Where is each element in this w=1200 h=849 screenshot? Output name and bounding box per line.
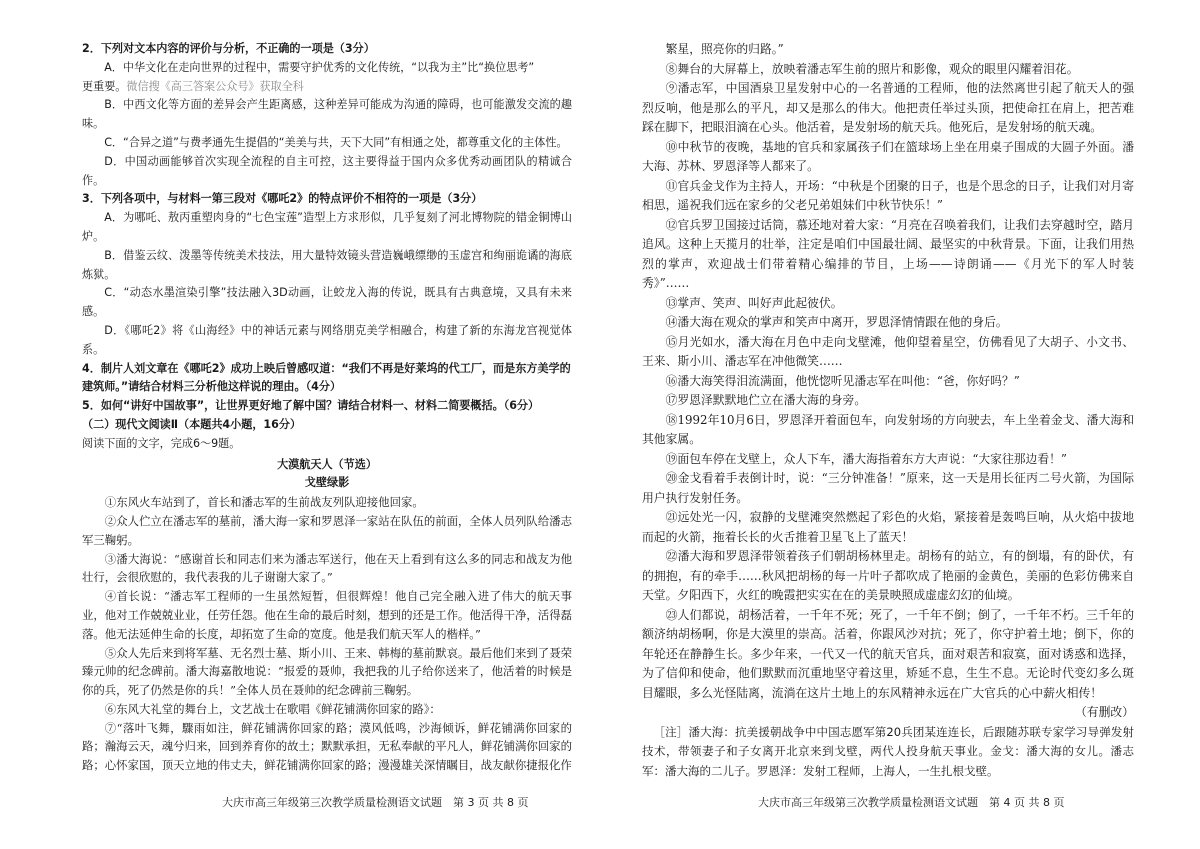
- section-heading: （二）现代文阅读Ⅱ（本题共4小题，16分）: [82, 417, 302, 431]
- left-page-column: [82, 40, 572, 775]
- question-3-option-a: A．为哪吒、敖丙重塑肉身的“七色宝莲”造型上方求形似，几乎复刻了河北博物院的错金铜博山炉。: [82, 211, 572, 243]
- question-2-option-c: C．“合异之道”与费孝通先生提倡的“美美与共，天下大同”有相通之处，都尊重文化的主体性。: [104, 135, 568, 149]
- question-3-option-b: B．借鉴云纹、泼墨等传统美术技法，用大量特效镜头营造巍峨缥缈的玉虚宫和绚丽诡谲的海底炼狱。: [82, 248, 572, 281]
- reading-instruction: 阅读下面的文字，完成6～9题。: [82, 436, 241, 450]
- passage-paragraph: ⑫官兵罗卫国接过话筒，慕还地对着大家：“月亮在召唤着我们，让我们去穿越时空，踏月追风。这种上天揽月的壮举，注定是咱们中国最壮阔、最坚实的中秋背景。下面，让我们用热烈的掌声，欢迎战士们带着精心编排的节目，上场——诗朗诵——《月光下的军人时装秀》”……: [642, 217, 1134, 290]
- passage-paragraph: ⑯潘大海笑得泪流满面，他恍惚听见潘志军在叫他：“爸，你好吗？”: [665, 373, 1020, 388]
- passage-paragraph: ⑭潘大海在观众的掌声和笑声中离开，罗恩泽情情跟在他的身后。: [665, 315, 1008, 329]
- passage-paragraph: ㉑远处光一闪，寂静的戈壁滩突然燃起了彩色的火焰，紧接着是轰鸣巨响，从火焰中拔地而起的火箭，拖着长长的火舌推着卫星飞上了蓝天！: [642, 510, 1134, 544]
- question-2-option-a-cont: [82, 78, 572, 97]
- passage-author: 戈壁绿影: [304, 476, 350, 490]
- passage-paragraph: ④首长说：“潘志军工程师的一生虽然短暂，但很辉煌！他自己完全融入进了伟大的航天事业，他对工作兢兢业业，任劳任怨。他在生命的最后时刻，想到的还是工作。他活得干净，活得磊落。他无法延伸生命的长度，却拓宽了生命的宽度。他是我们航天军人的楷样。”: [82, 589, 572, 641]
- watermark-text: 微信搜《高三答案公众号》获取全科: [126, 79, 304, 93]
- passage-paragraph: ⑧舞台的大屏幕上，放映着潘志军生前的照片和影像，观众的眼里闪耀着泪花。: [665, 61, 1079, 76]
- right-page-column: [642, 40, 1134, 781]
- passage-paragraph: ⑰罗恩泽默默地伫立在潘大海的身旁。: [665, 393, 867, 407]
- passage-paragraph: ⑨潘志军，中国酒泉卫星发射中心的一名普通的工程师，他的法然离世引起了航天人的强烈反响，他是那么的平凡，却又是那么的伟大。他把责任举过头顶，把使命扛在肩上，把苦难踩在脚下，把眼泪滴在心头。他活着，是发射场的航天兵。他死后，是发射场的航天魂。: [642, 81, 1134, 134]
- passage-paragraph: ⑲面包车停在戈壁上，众人下车，潘大海指着东方大声说：“大家往那边看！”: [665, 451, 1067, 466]
- passage-paragraph: ①东风火车站到了，首长和潘志军的生前战友列队迎接他回家。: [104, 495, 424, 510]
- question-2-option-a: [82, 59, 572, 78]
- passage-paragraph: ⑮月光如水，潘大海在月色中走向戈壁滩，他仰望着星空，仿佛看见了大胡子、小文书、王来、斯小川、潘志军在冲他微笑……: [642, 334, 1134, 368]
- question-2-option-a-end: 更重要。: [82, 79, 127, 93]
- question-2-option-b: B．中西文化等方面的差异会产生距离感，这种差异可能成为沟通的障碍，也可能激发交流的趣味。: [82, 98, 572, 131]
- passage-paragraph: ⑥东风大礼堂的舞台上，文艺战士在歌唱《鲜花铺满你回家的路》：: [104, 701, 441, 716]
- passage-paragraph: 繁星，照亮你的归路。”: [665, 42, 784, 56]
- page-footer-right: 大庆市高三年级第三次教学质量检测语文试题 第 4 页 共 8 页: [758, 796, 1065, 809]
- passage-paragraph: ⑳金戈看着手表倒计时，说：“三分钟准备！”原来，这一天是用长征丙二号火箭，为国际用户执行发射任务。: [642, 471, 1134, 505]
- passage-paragraph: ㉓人们都说，胡杨活着，一千年不死；死了，一千年不倒；倒了，一千年不朽。三千年的额济纳胡杨啊，你是大漠里的崇高。活着，你跟风沙对抗；死了，你守护着土地；倒下，你的年轮还在静静生长。多少年来，一代又一代的航天官兵，面对艰苦和寂寞，面对诱惑和选择，为了信仰和使命，他们默默而沉重地坚守着这里，矫延不息，生生不息。无论时代变幻多么斑目耀眼，多么光怪陆离，流淌在这片土地上的东风精神永远在广大官兵的心中薪火相传！: [642, 607, 1134, 700]
- passage-paragraph: ③潘大海说：“感谢首长和同志们来为潘志军送行，他在天上看到有这么多的同志和战友为他壮行，会很欣慰的，我代表我的儿子谢谢大家了。”: [82, 551, 572, 585]
- question-2-option-a-text: A．中华文化在走向世界的过程中，需要守护优秀的文化传统，“以我为主”比“换位思考”: [104, 60, 535, 74]
- question-3-stem: 3．下列各项中，与材料一第三段对《哪吒2》的特点评价不相符的一项是（3分）: [82, 192, 483, 206]
- passage-title: 大漠航天人（节选）: [277, 457, 377, 471]
- question-5: 5．如何“讲好中国故事”，让世界更好地了解中国？请结合材料一、材料二简要概括。（6分）: [82, 399, 540, 413]
- passage-paragraph: ㉒潘大海和罗恩泽带领着孩子们朝胡杨林里走。胡杨有的站立，有的倒塌，有的卧伏，有的拥抱，有的牵手……秋风把胡杨的每一片叶子都吹成了艳丽的金黄色，美丽的色彩仿佛来自天堂。夕阳西下，火红的晚霞把实实在在的美景映照成虚虚幻幻的仙境。: [642, 549, 1134, 602]
- passage-paragraph: ⑤众人先后来到将军墓、无名烈士墓、斯小川、王来、韩梅的墓前默哀。最后他们来到了聂荣臻元帅的纪念碑前。潘大海嘉散地说：“报爱的聂帅，我把我的儿子给你送来了，他活着的时候是你的兵，死了仍然是你的兵！”全体人员在聂帅的纪念碑前三鞠躬。: [82, 645, 572, 698]
- abridged-note: （有删改）: [1075, 705, 1134, 719]
- passage-paragraph: ⑬掌声、笑声、叫好声此起彼伏。: [665, 295, 843, 310]
- passage-paragraph: ⑱1992年10月6日，罗恩泽开着面包车，向发射场的方向驶去，车上坐着金戈、潘大海和其他家属。: [642, 412, 1134, 446]
- passage-annotation: ［注］潘大海：抗美援朝战争中中国志愿军第20兵团某连连长，后跟随苏联专家学习导弹发射技术，带领妻子和子女离开北京来到戈壁，两代人投身航天事业。金戈：潘大海的女儿。潘志军：潘大海的二儿子。罗恩泽：发射工程师，上海人，一生扎根戈壁。: [642, 724, 1134, 778]
- question-2-stem: 2．下列对文本内容的评价与分析，不正确的一项是（3分）: [82, 42, 375, 55]
- passage-paragraph: ⑦“落叶飞舞，驟雨如注，鲜花铺满你回家的路；漠风低鸣，沙海倾诉，鲜花铺满你回家的路；瀚海云天，魂兮归来，回到养育你的故土；默默承担，无私奉献的平凡人，鲜花铺满你回家的路；心怀家国，顶天立地的伟丈夫，鲜花铺满你回家的路；漫漫雄关深情瞩目，战友献你捷报化作: [82, 720, 572, 773]
- question-3-option-c: C．“动态水墨渲染引擎”技法融入3D动画，让蛟龙入海的传说，既具有古典意境，又具有未来感。: [82, 286, 572, 319]
- question-3-option-d: D．《哪吒2》将《山海经》中的神话元素与网络朋克美学相融合，构建了新的东海龙宫视觉体系。: [82, 323, 572, 356]
- passage-paragraph: ⑪官兵金戈作为主持人，开场：“中秋是个团聚的日子，也是个思念的日子，让我们对月寄相思，遥祝我们远在家乡的父老兄弟姐妹们中秋节快乐！”: [642, 178, 1134, 212]
- passage-paragraph: ②众人伫立在潘志军的墓前，潘大海一家和罗恩泽一家站在队伍的前面，全体人员列队给潘志军三鞠躬。: [82, 513, 572, 547]
- page-footer-left: 大庆市高三年级第三次教学质量检测语文试题 第 3 页 共 8 页: [222, 796, 529, 809]
- question-4: 4．制片人刘文章在《哪吒2》成功上映后曾感叹道：“我们不再是好莱坞的代工厂，而是东方美学的建筑师。”请结合材料三分析他这样说的理由。（4分）: [82, 361, 571, 394]
- question-2-option-d: D．中国动画能够首次实现全流程的自主可控，这主要得益于国内众多优秀动画团队的精诚合作。: [82, 154, 572, 187]
- passage-paragraph: ⑩中秋节的夜晚，基地的官兵和家属孩子们在篮球场上坐在用桌子围成的大圆子外面。潘大海、苏林、罗恩泽等人都来了。: [642, 139, 1134, 173]
